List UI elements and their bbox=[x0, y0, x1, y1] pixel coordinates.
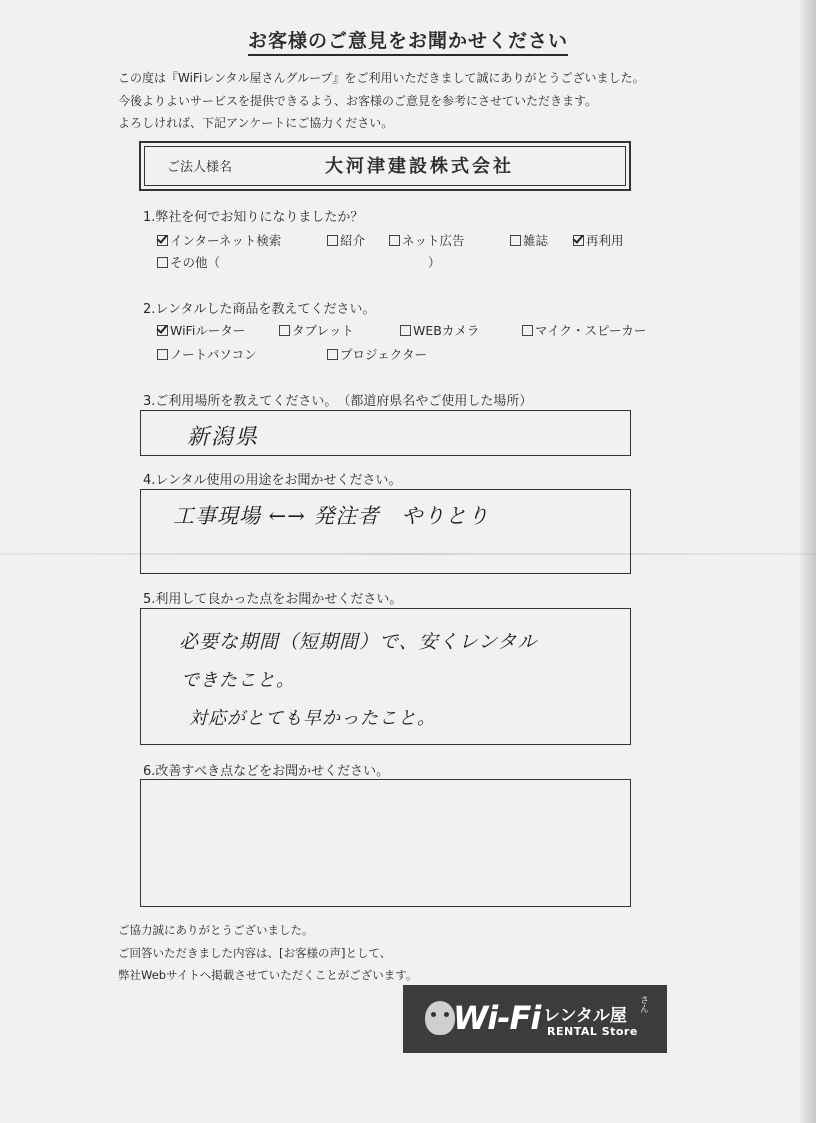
question-5: 5.利用して良かった点をお聞かせください。 bbox=[143, 592, 403, 607]
checkbox[interactable] bbox=[510, 235, 521, 246]
company-name-box bbox=[139, 141, 631, 191]
q3-answer-box[interactable] bbox=[140, 410, 631, 456]
intro-line-2: 今後よりよいサービスを提供できるよう、お客様のご意見を参考にさせていただきます。 bbox=[118, 94, 598, 108]
checkbox[interactable] bbox=[389, 235, 400, 246]
checkbox-checked[interactable] bbox=[573, 235, 584, 246]
q2-option-laptop[interactable]: ノートパソコン bbox=[157, 345, 257, 363]
question-2: 2.レンタルした商品を教えてください。 bbox=[143, 302, 376, 317]
intro-line-3: よろしければ、下記アンケートにご協力ください。 bbox=[118, 116, 394, 130]
logo-japanese-text: レンタル屋 bbox=[543, 1006, 627, 1026]
checkbox-checked[interactable] bbox=[157, 325, 168, 336]
q5-handwritten-line-1: 必要な期間（短期間）で、安くレンタル bbox=[179, 631, 538, 653]
q2-option-web-camera[interactable]: WEBカメラ bbox=[400, 321, 479, 339]
footer-thanks: ご協力誠にありがとうございました。 bbox=[118, 923, 314, 937]
question-1: 1.弊社を何でお知りになりましたか？ bbox=[143, 210, 364, 225]
checkbox-checked[interactable] bbox=[157, 235, 168, 246]
q1-option-referral[interactable]: 紹介 bbox=[327, 231, 365, 249]
wifi-rental-logo bbox=[403, 985, 667, 1053]
q5-handwritten-line-3: 対応がとても早かったこと。 bbox=[189, 708, 436, 729]
footer-note-2: 弊社Webサイトへ掲載させていただくことがございます。 bbox=[118, 968, 418, 982]
q5-answer-box[interactable] bbox=[140, 608, 631, 745]
q1-option-net-ad[interactable]: ネット広告 bbox=[389, 231, 465, 249]
checkbox[interactable] bbox=[157, 257, 168, 268]
company-label: ご法人様名 bbox=[167, 160, 233, 175]
logo-san-text: さん bbox=[638, 995, 648, 1013]
checkbox[interactable] bbox=[327, 235, 338, 246]
mascot-icon bbox=[425, 1001, 455, 1035]
company-name-stamp: 大河津建設株式会社 bbox=[325, 156, 514, 177]
q6-answer-box[interactable] bbox=[140, 779, 631, 907]
q4-handwritten-answer: 工事現場 ←→ 発注者 やりとり bbox=[173, 504, 490, 528]
logo-wifi-text: Wi-Fi bbox=[453, 999, 541, 1037]
q1-option-reuse[interactable]: 再利用 bbox=[573, 231, 624, 249]
q2-option-tablet[interactable]: タブレット bbox=[279, 321, 354, 339]
logo-english-text: RENTAL Store bbox=[547, 1025, 638, 1038]
question-6: 6.改善すべき点などをお聞かせください。 bbox=[143, 764, 390, 779]
footer-note-1: ご回答いただきました内容は、[お客様の声]として、 bbox=[118, 946, 392, 960]
paper-edge-shadow bbox=[798, 0, 816, 1123]
q2-option-mic-speaker[interactable]: マイク・スピーカー bbox=[522, 321, 646, 339]
q2-option-projector[interactable]: プロジェクター bbox=[327, 345, 427, 363]
q1-option-internet-search[interactable]: インターネット検索 bbox=[157, 231, 281, 249]
checkbox[interactable] bbox=[279, 325, 290, 336]
checkbox[interactable] bbox=[400, 325, 411, 336]
question-3: 3.ご利用場所を教えてください。 （都道府県名やご使用した場所） bbox=[143, 394, 533, 409]
checkbox[interactable] bbox=[522, 325, 533, 336]
q1-other-close-paren: ） bbox=[428, 255, 441, 270]
q4-answer-box[interactable] bbox=[140, 489, 631, 574]
question-4: 4.レンタル使用の用途をお聞かせください。 bbox=[143, 473, 402, 488]
q5-handwritten-line-2: できたこと。 bbox=[181, 670, 295, 691]
q2-option-wifi-router[interactable]: WiFiルーター bbox=[157, 321, 245, 339]
q1-option-magazine[interactable]: 雑誌 bbox=[510, 231, 548, 249]
checkbox[interactable] bbox=[157, 349, 168, 360]
checkbox[interactable] bbox=[327, 349, 338, 360]
intro-line-1: この度は『WiFiレンタル屋さんグループ』をご利用いただきまして誠にありがとうございました。 bbox=[118, 71, 645, 85]
q3-handwritten-answer: 新潟県 bbox=[187, 425, 260, 450]
page-title: お客様のご意見をお聞かせください bbox=[0, 26, 816, 53]
q1-option-other[interactable]: その他（ bbox=[157, 253, 220, 271]
